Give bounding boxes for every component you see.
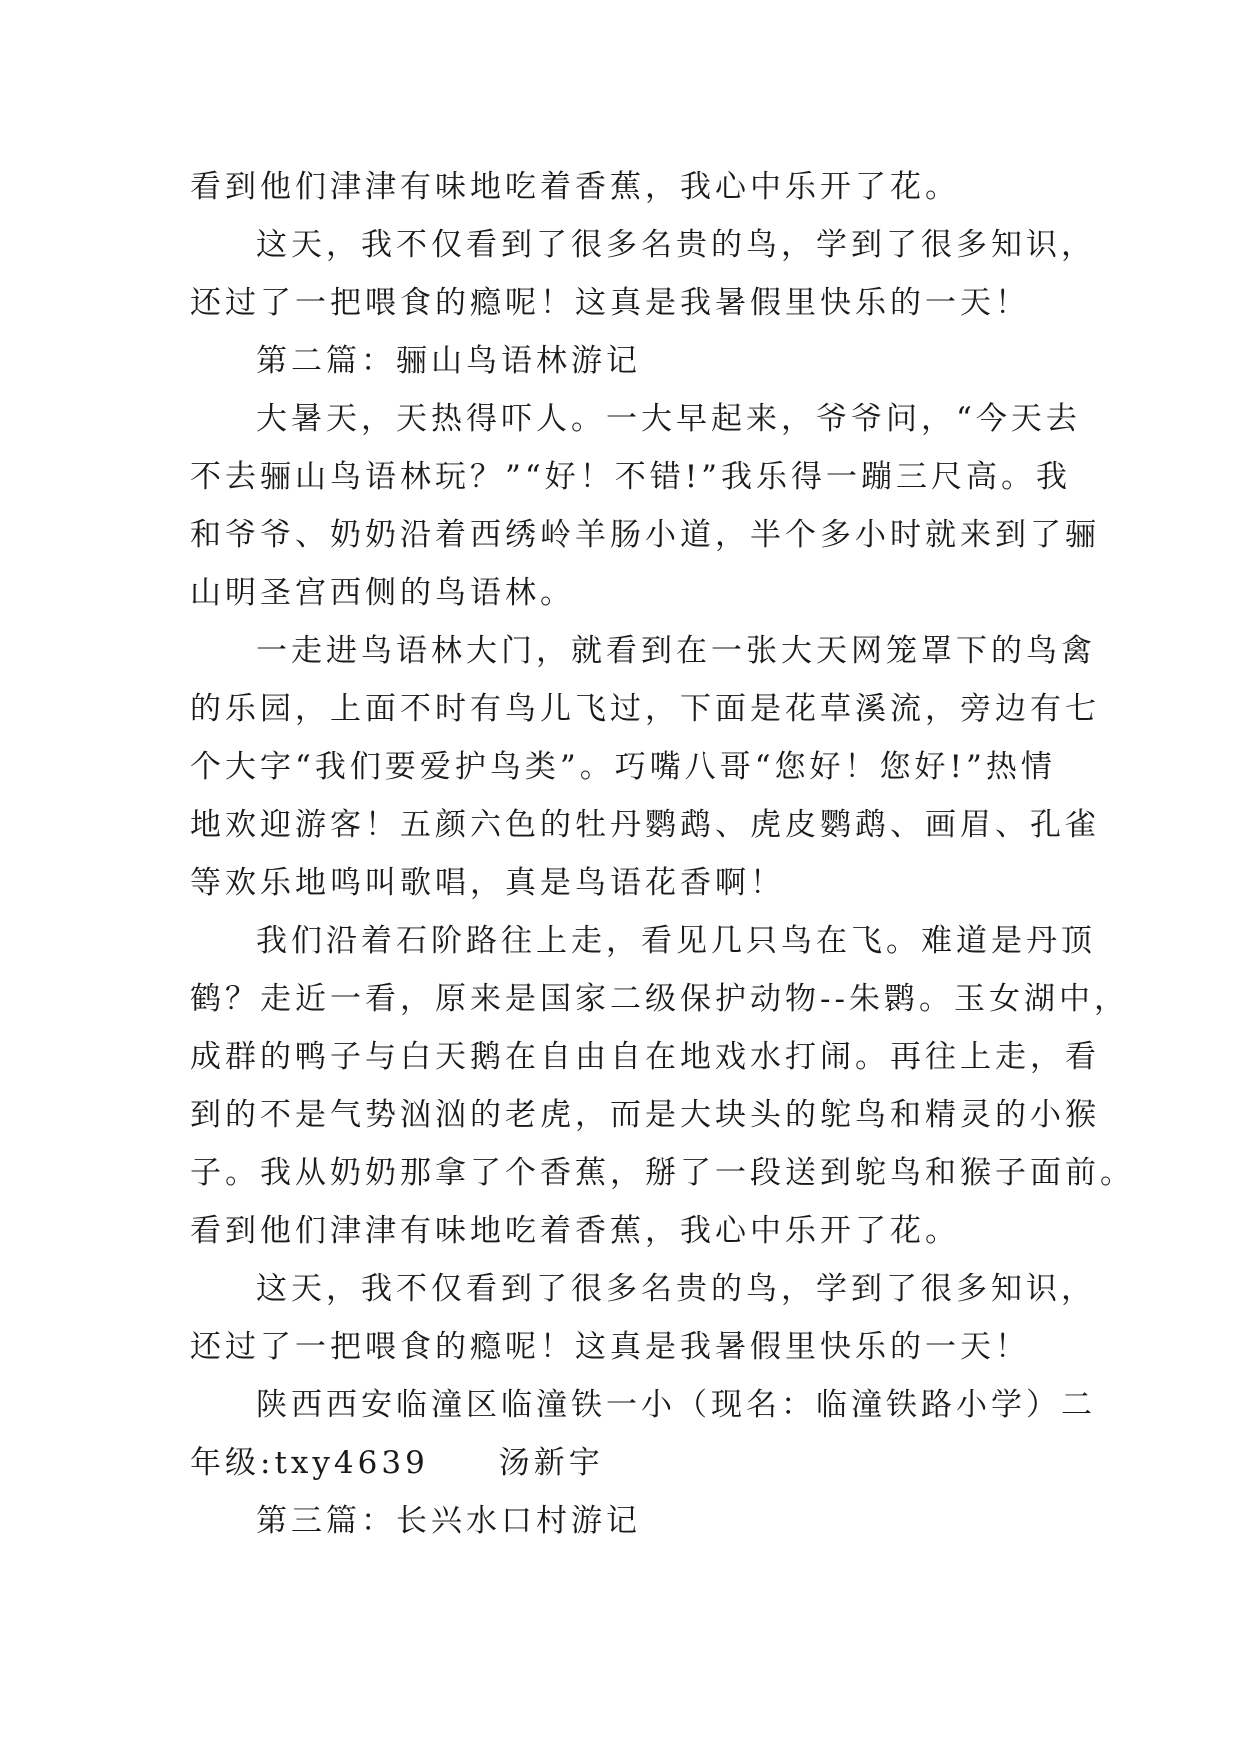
text-line-10: 的乐园，上面不时有鸟儿飞过，下面是花草溪流，旁边有七 bbox=[190, 691, 1100, 727]
text-line-7: 和爷爷、奶奶沿着西绣岭羊肠小道，半个多小时就来到了骊 bbox=[190, 517, 1100, 553]
text-line-1: 看到他们津津有味地吃着香蕉，我心中乐开了花。 bbox=[190, 169, 960, 205]
section-title-3: 第三篇：长兴水口村游记 bbox=[256, 1503, 641, 1539]
document-page bbox=[190, 158, 1135, 1550]
text-line-20: 这天，我不仅看到了很多名贵的鸟，学到了很多知识， bbox=[256, 1271, 1096, 1307]
text-line-3: 还过了一把喂食的瘾呢！这真是我暑假里快乐的一天！ bbox=[190, 285, 1030, 321]
text-line-14: 我们沿着石阶路往上走，看见几只鸟在飞。难道是丹顶 bbox=[256, 923, 1096, 959]
text-line-5: 大暑天，天热得吓人。一大早起来，爷爷问，“今天去 bbox=[256, 401, 1081, 437]
text-line-19: 看到他们津津有味地吃着香蕉，我心中乐开了花。 bbox=[190, 1213, 960, 1249]
text-line-13: 等欢乐地鸣叫歌唱，真是鸟语花香啊！ bbox=[190, 865, 785, 901]
text-line-15: 鹤？走近一看，原来是国家二级保护动物--朱鹮。玉女湖中， bbox=[190, 981, 1129, 1017]
text-line-16: 成群的鸭子与白天鹅在自由自在地戏水打闹。再往上走，看 bbox=[190, 1039, 1100, 1075]
author-name-line: 年级:txy4639 汤新宇 bbox=[190, 1445, 604, 1481]
text-line-8: 山明圣宫西侧的鸟语林。 bbox=[190, 575, 575, 611]
text-line-9: 一走进鸟语林大门，就看到在一张大天网笼罩下的鸟禽 bbox=[256, 633, 1096, 669]
text-line-21: 还过了一把喂食的瘾呢！这真是我暑假里快乐的一天！ bbox=[190, 1329, 1030, 1365]
author-school-line: 陕西西安临潼区临潼铁一小（现名：临潼铁路小学）二 bbox=[256, 1387, 1096, 1423]
text-line-12: 地欢迎游客！五颜六色的牡丹鹦鹉、虎皮鹦鹉、画眉、孔雀 bbox=[190, 807, 1100, 843]
text-line-11: 个大字“我们要爱护鸟类”。巧嘴八哥“您好！您好!”热情 bbox=[190, 749, 1056, 785]
text-line-18: 子。我从奶奶那拿了个香蕉，掰了一段送到鸵鸟和猴子面前。 bbox=[190, 1155, 1135, 1191]
section-title-2: 第二篇：骊山鸟语林游记 bbox=[256, 343, 641, 379]
text-line-2: 这天，我不仅看到了很多名贵的鸟，学到了很多知识， bbox=[256, 227, 1096, 263]
text-line-6: 不去骊山鸟语林玩？”“好！不错!”我乐得一蹦三尺高。我 bbox=[190, 459, 1071, 495]
text-line-17: 到的不是气势汹汹的老虎，而是大块头的鸵鸟和精灵的小猴 bbox=[190, 1097, 1100, 1133]
